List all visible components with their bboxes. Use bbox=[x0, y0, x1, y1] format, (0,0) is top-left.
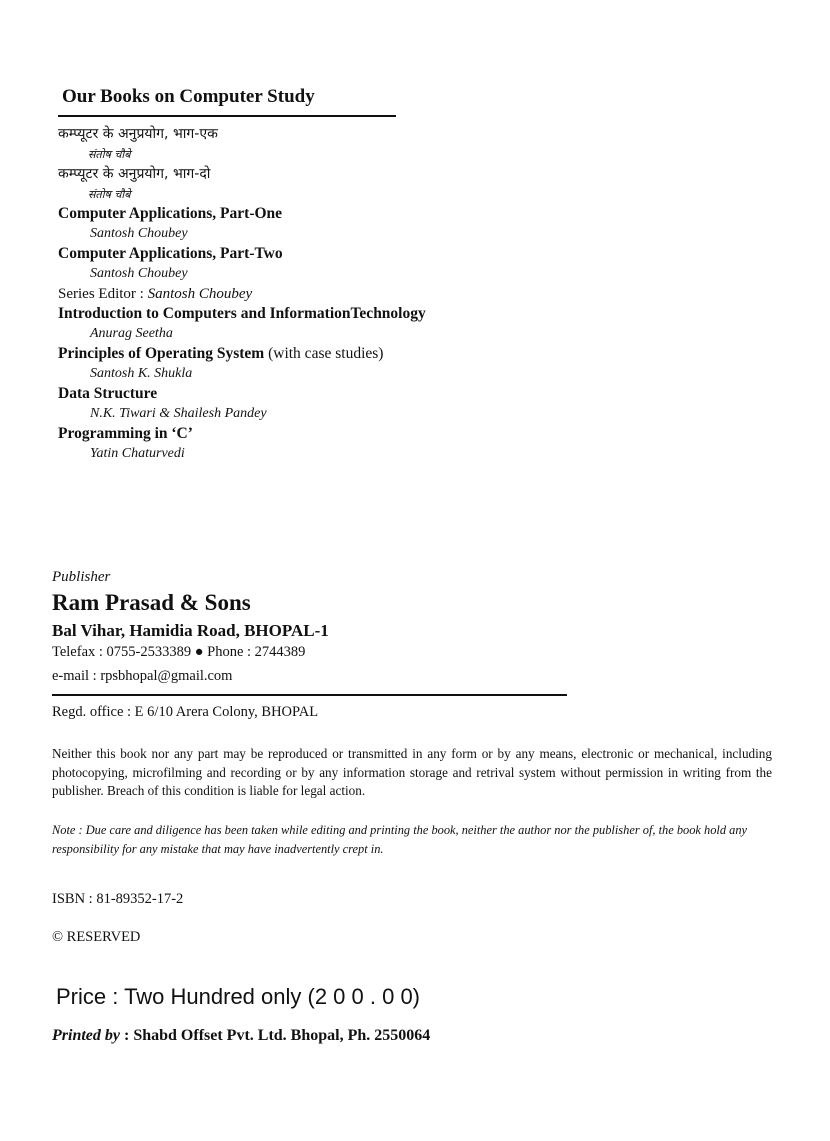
regd-office: Regd. office : E 6/10 Arera Colony, BHOPAL bbox=[52, 704, 319, 720]
publisher-address: Bal Vihar, Hamidia Road, BHOPAL-1 bbox=[52, 621, 329, 640]
printed-by-label: Printed by bbox=[52, 1027, 120, 1044]
publisher-divider bbox=[52, 694, 567, 696]
series-editor-label: Series Editor : bbox=[58, 286, 148, 302]
book-title-extra: (with case studies) bbox=[264, 345, 384, 362]
list-item bbox=[58, 124, 426, 164]
book-title: Computer Applications, Part-Two bbox=[58, 245, 283, 262]
book-author: N.K. Tiwari & Shailesh Pandey bbox=[90, 406, 267, 421]
book-title-main: Principles of Operating System bbox=[58, 345, 265, 362]
book-list bbox=[58, 124, 426, 464]
book-title: Introduction to Computers and InformationTechnology bbox=[58, 305, 426, 322]
book-title: Data Structure bbox=[58, 385, 158, 402]
disclaimer-note: Note : Due care and diligence has been taken while editing and printing the book, neither the author nor the publisher of, the book hold any responsibility for any mistake that may have inadvertently crept in. bbox=[52, 823, 748, 856]
book-author: Anurag Seetha bbox=[90, 326, 173, 341]
list-item bbox=[58, 164, 426, 204]
book-title: Computer Applications, Part-One bbox=[58, 205, 283, 222]
book-author: Yatin Chaturvedi bbox=[90, 446, 185, 461]
list-item bbox=[58, 384, 426, 424]
book-author: Santosh Choubey bbox=[90, 226, 188, 241]
series-editor bbox=[58, 284, 426, 304]
publisher-phone: Telefax : 0755-2533389 ● Phone : 2744389 bbox=[52, 644, 306, 660]
book-title: कम्प्यूटर के अनुप्रयोग, भाग-दो bbox=[58, 166, 211, 182]
book-author: संतोष चौबे bbox=[88, 148, 131, 161]
publisher-label: Publisher bbox=[52, 569, 111, 585]
book-title: कम्प्यूटर के अनुप्रयोग, भाग-एक bbox=[58, 126, 218, 142]
price: Price : Two Hundred only (2 0 0 . 0 0) bbox=[56, 984, 420, 1009]
publisher-email: e-mail : rpsbhopal@gmail.com bbox=[52, 668, 233, 684]
list-item bbox=[58, 344, 426, 384]
printer-details: : Shabd Offset Pvt. Ltd. Bhopal, Ph. 2550064 bbox=[120, 1027, 431, 1044]
books-heading: Our Books on Computer Study bbox=[62, 86, 315, 107]
heading-divider bbox=[58, 115, 396, 117]
book-author: Santosh Choubey bbox=[90, 266, 188, 281]
book-title: Programming in ‘C’ bbox=[58, 425, 193, 442]
isbn: ISBN : 81-89352-17-2 bbox=[52, 891, 184, 907]
series-editor-name: Santosh Choubey bbox=[147, 286, 253, 302]
list-item bbox=[58, 424, 426, 464]
list-item bbox=[58, 204, 426, 244]
copyright-reserved: © RESERVED bbox=[52, 929, 141, 945]
list-item bbox=[58, 244, 426, 284]
publisher-name: Ram Prasad & Sons bbox=[52, 590, 251, 615]
rights-statement: Neither this book nor any part may be reproduced or transmitted in any form or by any means, electronic or mechanical, including photocopying, microfilming and recording or by any information storage and retrival system without permission in writing from the publisher. Breach of this condition is liable for legal action. bbox=[52, 746, 772, 798]
list-item bbox=[58, 304, 426, 344]
book-title bbox=[58, 344, 426, 364]
printer-line bbox=[52, 1027, 430, 1045]
book-author: संतोष चौबे bbox=[88, 188, 131, 201]
book-author: Santosh K. Shukla bbox=[90, 366, 193, 381]
